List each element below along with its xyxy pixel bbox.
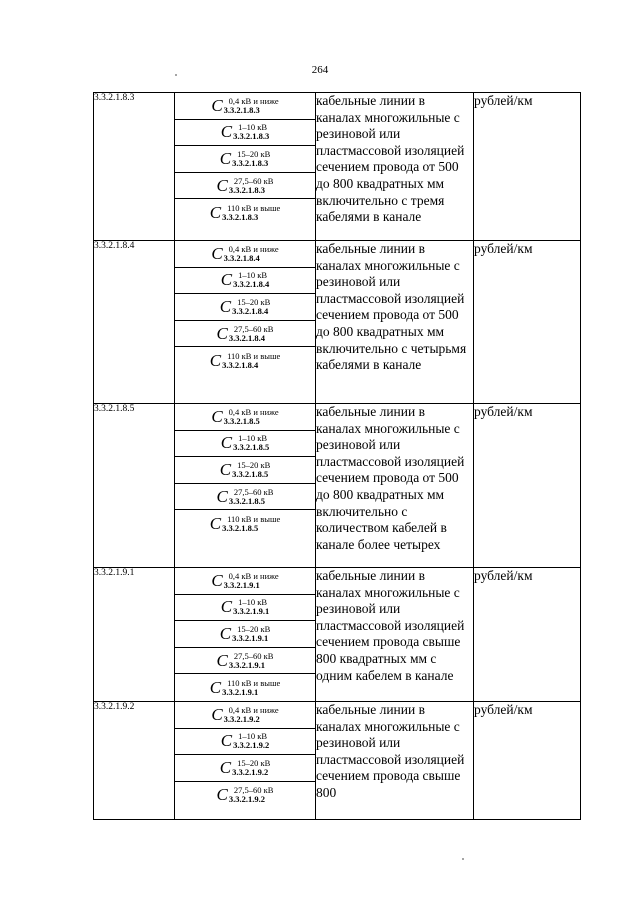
voltage-class: 0,4 кВ и ниже	[228, 406, 279, 417]
rate-formula	[175, 782, 315, 809]
rate-formula	[175, 674, 315, 701]
rate-formula	[175, 457, 315, 484]
rate-symbol: C	[219, 296, 232, 316]
unit-of-measure: рублей/км	[474, 93, 581, 241]
rate-index: 3.3.2.1.8.3	[232, 157, 269, 168]
unit-of-measure: рублей/км	[474, 568, 581, 702]
item-code: 3.3.2.1.8.4	[94, 241, 175, 404]
rate-index: 3.3.2.1.9.2	[233, 740, 270, 751]
tariff-table-body	[94, 93, 581, 820]
rate-symbol: C	[220, 731, 233, 751]
item-description: кабельные линии в каналах многожильные с резиновой или пластмассовой изоляцией сечением провода свыше 800	[316, 701, 474, 819]
rate-index: 3.3.2.1.9.2	[223, 713, 260, 724]
rate-index: 3.3.2.1.8.4	[228, 332, 266, 343]
voltage-class: 0,4 кВ и ниже	[228, 95, 279, 106]
voltage-class: 15–20 кВ	[237, 459, 271, 470]
rate-index: 3.3.2.1.8.4	[222, 359, 259, 370]
item-description: кабельные линии в каналах многожильные с резиновой или пластмассовой изоляцией сечением провода от 500 до 800 квадратных мм включительно с четырьмя кабелями в канале	[316, 241, 474, 404]
rate-formula	[175, 199, 315, 226]
rate-index: 3.3.2.1.8.5	[223, 415, 260, 426]
voltage-class: 110 кВ и выше	[227, 677, 281, 688]
voltage-class: 1–10 кВ	[238, 433, 268, 444]
rate-formula	[175, 268, 315, 295]
unit-of-measure: рублей/км	[474, 404, 581, 568]
rate-formula	[175, 729, 315, 756]
rate-formula	[175, 241, 315, 268]
rate-index: 3.3.2.1.8.3	[223, 104, 260, 115]
rate-symbol: C	[216, 486, 228, 506]
rate-symbol: C	[216, 785, 228, 805]
rate-symbol: C	[220, 270, 233, 290]
voltage-class: 1–10 кВ	[238, 122, 268, 133]
voltage-class: 27,5–60 кВ	[233, 650, 274, 661]
rate-symbol: C	[211, 704, 223, 724]
rate-symbol: C	[211, 243, 223, 263]
voltage-class: 27,5–60 кВ	[233, 323, 274, 334]
voltage-class: 1–10 кВ	[238, 270, 268, 281]
rate-symbol: C	[216, 323, 228, 343]
rate-symbol: C	[209, 350, 222, 370]
rate-cell	[175, 404, 316, 568]
rate-symbol: C	[211, 95, 223, 115]
rate-formula	[175, 431, 315, 458]
rate-formula	[175, 648, 315, 675]
rate-list	[175, 93, 315, 226]
rate-index: 3.3.2.1.8.5	[233, 442, 270, 453]
voltage-class: 15–20 кВ	[237, 148, 271, 159]
rate-index: 3.3.2.1.9.2	[228, 794, 266, 805]
rate-index: 3.3.2.1.9.1	[232, 632, 269, 643]
rate-list	[175, 568, 315, 701]
table-row	[94, 241, 581, 404]
rate-formula	[175, 755, 315, 782]
rate-symbol: C	[216, 650, 228, 670]
voltage-class: 27,5–60 кВ	[233, 486, 274, 497]
rate-index: 3.3.2.1.9.1	[233, 606, 270, 617]
voltage-class: 110 кВ и выше	[227, 513, 281, 524]
rate-formula	[175, 568, 315, 595]
rate-symbol: C	[219, 757, 232, 777]
rate-cell	[175, 701, 316, 819]
scan-speck	[175, 74, 177, 76]
rate-symbol: C	[219, 459, 232, 479]
rate-index: 3.3.2.1.8.4	[232, 305, 269, 316]
scan-speck	[462, 858, 464, 860]
voltage-class: 0,4 кВ и ниже	[228, 570, 279, 581]
rate-symbol: C	[211, 570, 223, 590]
rate-cell	[175, 568, 316, 702]
rate-symbol: C	[211, 406, 223, 426]
voltage-class: 1–10 кВ	[238, 597, 268, 608]
voltage-class: 0,4 кВ и ниже	[228, 243, 279, 254]
rate-index: 3.3.2.1.8.5	[232, 468, 269, 479]
rate-formula	[175, 146, 315, 173]
item-code: 3.3.2.1.8.5	[94, 404, 175, 568]
rate-index: 3.3.2.1.8.4	[233, 279, 270, 290]
rate-symbol: C	[216, 175, 228, 195]
rate-index: 3.3.2.1.9.1	[228, 659, 266, 670]
rate-symbol: C	[220, 433, 233, 453]
rate-formula	[175, 404, 315, 431]
rate-formula	[175, 173, 315, 200]
rate-formula	[175, 120, 315, 147]
voltage-class: 27,5–60 кВ	[233, 175, 274, 186]
voltage-class: 15–20 кВ	[237, 757, 271, 768]
rate-symbol: C	[219, 148, 232, 168]
rate-formula	[175, 621, 315, 648]
unit-of-measure: рублей/км	[474, 701, 581, 819]
table-row	[94, 93, 581, 241]
rate-formula	[175, 595, 315, 622]
rate-index: 3.3.2.1.9.1	[222, 686, 259, 697]
rate-cell	[175, 241, 316, 404]
rate-symbol: C	[209, 202, 222, 222]
table-row	[94, 404, 581, 568]
rate-index: 3.3.2.1.8.4	[223, 252, 260, 263]
item-description: кабельные линии в каналах многожильные с резиновой или пластмассовой изоляцией сечением провода свыше 800 квадратных мм с одним кабелем в канале	[316, 568, 474, 702]
table-row	[94, 568, 581, 702]
voltage-class: 110 кВ и выше	[227, 202, 281, 213]
rate-symbol: C	[209, 677, 222, 697]
rate-symbol: C	[219, 623, 232, 643]
voltage-class: 110 кВ и выше	[227, 350, 281, 361]
rate-index: 3.3.2.1.8.3	[222, 211, 259, 222]
rate-index: 3.3.2.1.8.5	[228, 495, 266, 506]
rate-index: 3.3.2.1.9.1	[223, 579, 260, 590]
voltage-class: 15–20 кВ	[237, 296, 271, 307]
unit-of-measure: рублей/км	[474, 241, 581, 404]
rate-formula	[175, 347, 315, 374]
rate-formula	[175, 294, 315, 321]
item-code: 3.3.2.1.9.1	[94, 568, 175, 702]
rate-list	[175, 702, 315, 808]
page-number: 264	[311, 64, 329, 76]
tariff-table	[93, 92, 581, 820]
rate-cell	[175, 93, 316, 241]
rate-formula	[175, 321, 315, 348]
rate-index: 3.3.2.1.8.3	[228, 184, 266, 195]
table-row	[94, 701, 581, 819]
rate-formula	[175, 702, 315, 729]
rate-list	[175, 404, 315, 537]
rate-symbol: C	[220, 122, 233, 142]
voltage-class: 1–10 кВ	[238, 731, 268, 742]
rate-formula	[175, 510, 315, 537]
item-code: 3.3.2.1.9.2	[94, 701, 175, 819]
rate-symbol: C	[220, 597, 233, 617]
rate-list	[175, 241, 315, 374]
voltage-class: 15–20 кВ	[237, 623, 271, 634]
rate-formula	[175, 93, 315, 120]
rate-index: 3.3.2.1.9.2	[232, 766, 269, 777]
rate-symbol: C	[209, 513, 222, 533]
item-code: 3.3.2.1.8.3	[94, 93, 175, 241]
item-description: кабельные линии в каналах многожильные с резиновой или пластмассовой изоляцией сечением провода от 500 до 800 квадратных мм включительно с количеством кабелей в канале более четырех	[316, 404, 474, 568]
rate-index: 3.3.2.1.8.3	[233, 131, 270, 142]
voltage-class: 27,5–60 кВ	[233, 785, 274, 796]
rate-formula	[175, 484, 315, 511]
voltage-class: 0,4 кВ и ниже	[228, 704, 279, 715]
rate-index: 3.3.2.1.8.5	[222, 522, 259, 533]
item-description: кабельные линии в каналах многожильные с резиновой или пластмассовой изоляцией сечением провода от 500 до 800 квадратных мм включительно с тремя кабелями в канале	[316, 93, 474, 241]
